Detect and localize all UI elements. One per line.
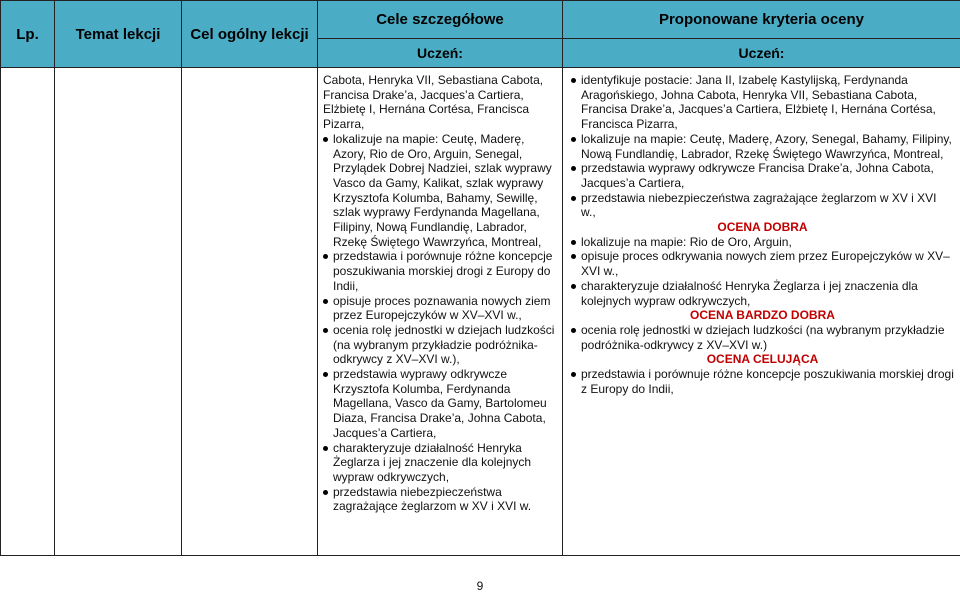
subheader-student-left: Uczeń: — [318, 39, 563, 68]
criteria-text: ocenia rolę jednostki w dziejach ludzkości (na wybranym przykładzie podróżnika-odkrywcy z XV–XVI w.) — [581, 322, 945, 352]
goal-item — [323, 367, 556, 441]
criteria-text: lokalizuje na mapie: Rio de Oro, Arguin, — [581, 234, 792, 249]
level-heading-excellent: OCENA CELUJĄCA — [706, 352, 819, 367]
bullet-icon — [571, 328, 576, 333]
bullet-icon — [323, 328, 328, 333]
criteria-item — [571, 161, 954, 190]
goals-intro: Cabota, Henryka VII, Sebastiana Cabota, Francisa Drake’a, Jacques’a Cartiera, Elżbietę I, Hernána Cortésa, Francisca Pizarra, — [323, 73, 544, 132]
header-lp: Lp. — [1, 1, 55, 68]
criteria-text: przedstawia niebezpieczeństwa zagrażające żeglarzom w XV i XVI w., — [581, 190, 937, 220]
header-row — [1, 1, 960, 39]
bullet-icon — [571, 78, 576, 83]
cell-criteria — [563, 68, 960, 556]
criteria-item — [571, 132, 954, 161]
level-heading-very-good: OCENA BARDZO DOBRA — [690, 308, 835, 323]
criteria-item — [571, 367, 954, 396]
goal-item — [323, 249, 556, 293]
header-topic: Temat lekcji — [55, 1, 182, 68]
bullet-icon — [323, 299, 328, 304]
criteria-item — [571, 235, 954, 250]
goal-text: przedstawia wyprawy odkrywcze Krzysztofa Kolumba, Ferdynanda Magellana, Vasco da Gamy, Bartolomeu Diaza, Francisa Drake’a, Johna Cabota, Jacques’a Cartiera, — [333, 367, 547, 440]
goal-item — [323, 323, 556, 367]
criteria-text: charakteryzuje działalność Henryka Żeglarza i jej znaczenia dla kolejnych wypraw odkrywczych, — [581, 278, 918, 308]
bullet-icon — [571, 137, 576, 142]
header-detailed-goals: Cele szczegółowe — [318, 1, 563, 39]
goal-text: lokalizuje na mapie: Ceutę, Maderę, Azory, Rio de Oro, Arguin, Senegal, Przylądek Dobrej Nadziei, szlak wyprawy Vasco da Gamy, Kalikat, szlak wyprawy Krzysztofa Kolumba, Bahamy, Sewillę, szlak wyprawy Ferdynanda Magellana, Filipiny, Nową Fundlandię, Labrador, Rzekę Świętego Wawrzyńca, Montreal, — [333, 131, 552, 249]
bullet-icon — [323, 254, 328, 259]
criteria-item — [571, 323, 954, 352]
bullet-icon — [571, 284, 576, 289]
header-general-goal: Cel ogólny lekcji — [182, 1, 318, 68]
criteria-item — [571, 73, 954, 132]
bullet-icon — [323, 372, 328, 377]
cell-lp — [1, 68, 55, 556]
criteria-item — [571, 191, 954, 220]
cell-topic — [55, 68, 182, 556]
criteria-text: identyfikuje postacie: Jana II, Izabelę Kastylijską, Ferdynanda Aragońskiego, Johna Cabota, Henryka VII, Sebastiana Cabota, Francisa Drake’a, Jacques’a Cartiera, Elżbietę I, Hernána Cortésa, Francisca Pizarra, — [581, 73, 936, 132]
bullet-icon — [571, 372, 576, 377]
goal-text: charakteryzuje działalność Henryka Żeglarza i jej znaczenie dla kolejnych wypraw odkrywczych, — [333, 440, 532, 484]
goal-text: ocenia rolę jednostki w dziejach ludzkości (na wybranym przykładzie podróżnika-odkrywcy z XV–XVI w.), — [333, 322, 555, 367]
criteria-text: przedstawia i porównuje różne koncepcje poszukiwania morskiej drogi z Europy do Indii, — [581, 367, 954, 396]
goal-text: opisuje proces poznawania nowych ziem przez Europejczyków w XV–XVI w., — [333, 293, 551, 323]
goal-text: przedstawia niebezpieczeństwa zagrażające żeglarzom w XV i XVI w. — [333, 484, 532, 514]
page-number: 9 — [476, 579, 484, 593]
goal-item — [323, 441, 556, 485]
bullet-icon — [323, 446, 328, 451]
goal-text: przedstawia i porównuje różne koncepcje poszukiwania morskiej drogi z Europy do Indii, — [333, 249, 553, 293]
criteria-text: opisuje proces odkrywania nowych ziem przez Europejczyków w XV–XVI w., — [581, 249, 950, 279]
bullet-icon — [571, 196, 576, 201]
criteria-text: lokalizuje na mapie: Ceutę, Maderę, Azory, Senegal, Bahamy, Filipiny, Nową Fundlandię, Labrador, Rzekę Świętego Wawrzyńca, Montreal, — [581, 131, 952, 161]
subheader-student-right: Uczeń: — [563, 39, 960, 68]
goal-item — [323, 485, 556, 514]
cell-detailed-goals — [318, 68, 563, 556]
content-row — [1, 68, 960, 556]
criteria-text: przedstawia wyprawy odkrywcze Francisa Drake’a, Johna Cabota, Jacques’a Cartiera, — [581, 161, 934, 190]
level-heading-good: OCENA DOBRA — [717, 220, 808, 235]
goal-item — [323, 294, 556, 323]
bullet-icon — [571, 166, 576, 171]
header-criteria: Proponowane kryteria oceny — [563, 1, 960, 39]
bullet-icon — [323, 490, 328, 495]
bullet-icon — [571, 240, 576, 245]
criteria-item — [571, 279, 954, 308]
bullet-icon — [323, 137, 328, 142]
criteria-item — [571, 249, 954, 278]
bullet-icon — [571, 254, 576, 259]
goal-item — [323, 132, 556, 250]
cell-general-goal — [182, 68, 318, 556]
